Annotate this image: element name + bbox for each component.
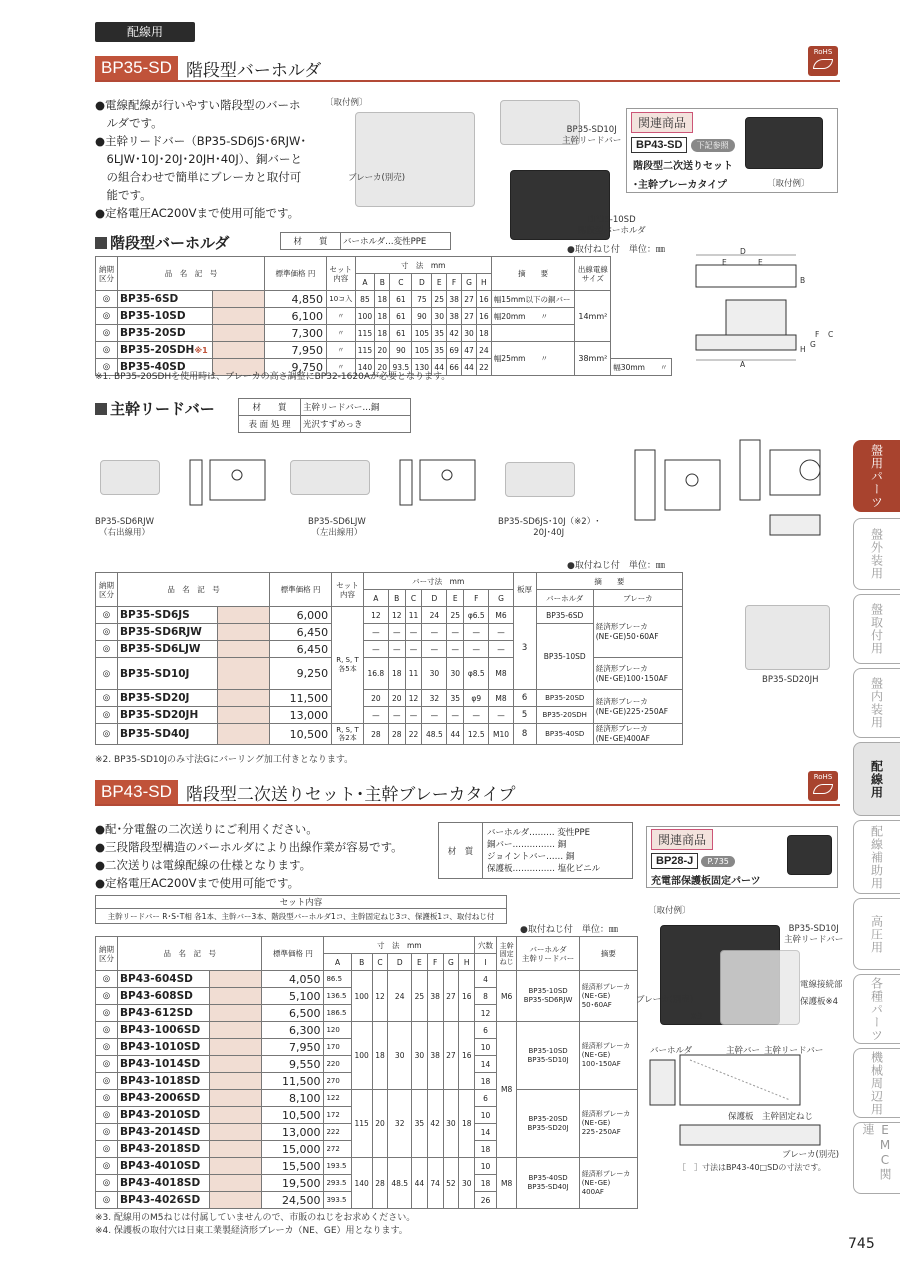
product-code: BP43-604SD — [118, 971, 210, 988]
price: 15,000 — [262, 1141, 324, 1158]
table-row: ◎ BP35-SD6JS 6,000 R, S, T 各5本 12 12 11 24 25 φ6.5 M6 3 BP35-6SD 経済形ブレーカ (NE･GE)50･60AF — [96, 607, 683, 624]
product-code: BP35-10SD — [118, 308, 213, 325]
product-code: BP35-SD6JS — [118, 607, 218, 624]
price: 6,450 — [270, 641, 332, 658]
10sd-caption: BP35-10SD 階段型バーホルダ — [578, 215, 646, 236]
related-code: BP43-SD — [631, 137, 687, 153]
side-tab-6[interactable]: 配線補助用 — [853, 820, 900, 894]
price: 7,950 — [264, 342, 326, 359]
price: 10,500 — [262, 1107, 324, 1124]
side-tab-5[interactable]: 配線用 — [853, 742, 900, 816]
sd6ljw-drawing — [395, 445, 490, 520]
product-code: BP43-1014SD — [118, 1056, 210, 1073]
related-pill: 下記参照 — [691, 139, 735, 152]
subheading-bar-holder: 階段型バーホルダ — [95, 232, 229, 253]
table-row: ◎ BP43-4010SD 15,500 193.5 140 28 48.5 44 74 52 30 10 M8 BP35-40SD BP35-SD40J 経済形ブレーカ (NE･GE) 400AF — [96, 1158, 638, 1175]
material-table-2: 材 質 主幹リードバー…銅 表 面 処 理 光沢すずめっき — [238, 398, 411, 433]
product-code: BP43-612SD — [118, 1005, 210, 1022]
rohs-badge-2: RoHS — [808, 771, 838, 801]
feature-list-1: ●電線配線が行いやすい階段型のバーホ ルダです。 ●主幹リードバー（BP35-SD6JS･6RJW･ 6LJW･10J･20J･20JH･40J）、銅バーと の組合わせで簡単にブレーカと取付可 能です。 ●定格電圧AC200Vまで使用可能です。 — [95, 98, 307, 220]
product-code: BP35-SD20JH — [118, 707, 218, 724]
table-row: ◎ BP35-6SD 4,850 10コ入 85 18 61 75 25 38 27 16 幅15mm以下の銅バー 14mm² — [96, 291, 672, 308]
section-name: 階段型バーホルダ — [185, 60, 322, 81]
price: 7,300 — [264, 325, 326, 342]
bp43-table: 納期 区分 品 名 記 号 標準価格 円 寸 法 mm 穴数 主幹 固定 ねじ バーホルダ 主幹リードバー 摘要 A B C D E F G H I ◎ BP43-604SD 4,050 86.5 100 12 24 25 38 27 16 4 M6 BP35-10SD BP35-SD6RJW 経済形ブレーカ (NE･GE) 50･60AF ◎ BP43-608SD 5,100 136.5 8 ◎ BP43-612SD 6,500 186.5 12 ◎ BP43-1006SD 6,300 120 100 18 30 30 38 27 16 6 M8 BP35-10SD BP35-SD10J 経済形ブレーカ (NE･GE) 100･150AF ◎ BP43-1010SD 7,950 170 10 ◎ BP43-1014SD 9,550 220 14 ◎ BP43-1018SD 11,500 270 18 ◎ BP43-2006SD 8,100 122 115 20 32 35 42 30 18 6 BP35-20SD BP35-SD20J 経済形ブレーカ (NE･GE) 225･250AF ◎ BP43-2010SD 10,500 172 10 ◎ BP43-2014SD 13,000 222 14 ◎ BP43-2018SD 15,000 272 18 ◎ BP43-4010SD 15,500 193.5 140 28 48.5 44 74 52 30 10 M8 BP35-40SD BP35-SD40J 経済形ブレーカ (NE･GE) 400AF ◎ BP43-4018SD 19,500 293.5 18 ◎ BP43-4026SD 24,500 393.5 26 — [95, 936, 638, 1209]
price: 6,500 — [262, 1005, 324, 1022]
price: 6,000 — [270, 607, 332, 624]
caption-sd20jh: BP35-SD20JH — [762, 675, 819, 685]
side-tab-7[interactable]: 高圧用 — [853, 898, 900, 970]
side-tab-3[interactable]: 盤取付用 — [853, 594, 900, 664]
section-name-2: 階段型二次送りセット･主幹ブレーカタイプ — [185, 784, 516, 805]
bar-holder-table: 納期 区分 品 名 記 号 標準価格 円 セット 内容 寸 法 mm 摘 要 出線電線 サイズ A B C D E F G H ◎ BP35-6SD 4,850 10コ入 85 18 61 75 25 38 27 16 幅15mm以下の銅バー 14mm² ◎ BP35-10SD 6,100 〃 100 18 61 90 30 38 27 16 幅20mm 〃 ◎ BP35-20SD 7,300 〃 115 18 61 105 35 42 30 18 ◎ BP35-20SDH※1 7,950 〃 115 20 90 105 35 69 47 24 幅25mm 〃 38mm² ◎ BP35-40SD 9,750 〃 140 20 93.5 130 44 66 44 22 幅30mm 〃 — [95, 256, 672, 376]
section-title-bp35sd — [95, 56, 840, 82]
sd6rjw-drawing — [185, 445, 280, 520]
feature-list-2: ●配･分電盤の二次送りにご利用ください。 ●三段階段型構造のバーホルダにより出線作業が容易です。 ●二次送りは電線配線の仕様となります。 ●定格電圧AC200Vまで使用可能です。 — [95, 822, 403, 890]
price: 24,500 — [262, 1192, 324, 1209]
bar-set-illustration — [720, 950, 800, 1025]
table-row: ◎ BP35-SD20J 11,500 20 20 12 32 35 φ9 M8 6 BP35-20SD 経済形ブレーカ (NE･GE)225･250AF — [96, 690, 683, 707]
table-row: ◎ BP43-2014SD 13,000 222 14 — [96, 1124, 638, 1141]
table-row: ◎ BP43-2006SD 8,100 122 115 20 32 35 42 30 18 6 BP35-20SD BP35-SD20J 経済形ブレーカ (NE･GE) 225･250AF — [96, 1090, 638, 1107]
side-tab-8[interactable]: 各種パーツ — [853, 974, 900, 1044]
price: 6,300 — [262, 1022, 324, 1039]
page-number: 745 — [848, 1236, 875, 1252]
example-label-2: 〔取付例〕 — [648, 906, 691, 916]
set-content-box: セット内容 主幹リードバー R･S･T相 各1本、主幹バー3本、階段型バーホルダ1コ、主幹固定ねじ3コ、保護板1コ、取付ねじ付 — [95, 895, 507, 924]
sd6js-illustration — [505, 462, 575, 497]
table-row: ◎ BP43-2018SD 15,000 272 18 — [96, 1141, 638, 1158]
sd6js-drawing — [625, 435, 845, 550]
product-code: BP35-20SDH※1 — [118, 342, 213, 359]
subheading-lead-bar: 主幹リードバー — [95, 398, 215, 419]
product-code: BP35-20SD — [118, 325, 213, 342]
sd20jh-illustration — [745, 605, 830, 670]
product-code: BP43-2010SD — [118, 1107, 210, 1124]
bp43-dimension-drawing — [640, 1040, 840, 1160]
table-row: ◎ BP35-SD40J 10,500 R, S, T 各2本 28 28 22 48.5 44 12.5 M10 8 BP35-40SD 経済形ブレーカ (NE･GE)400AF — [96, 724, 683, 745]
side-tab-4[interactable]: 盤内装用 — [853, 668, 900, 738]
table-row: ◎ BP35-SD6LJW 6,450 — — — — — — — — [96, 641, 683, 658]
price: 6,100 — [264, 308, 326, 325]
price: 4,050 — [262, 971, 324, 988]
side-tab-10[interactable]: EMC関連 — [853, 1122, 900, 1194]
caption-sd6js: BP35-SD6JS･10J（※2）･ 20J･40J — [498, 517, 600, 538]
product-code: BP35-6SD — [118, 291, 213, 308]
breaker-caption: ブレーカ(別売) — [348, 173, 406, 183]
product-code: BP43-2006SD — [118, 1090, 210, 1107]
price: 13,000 — [270, 707, 332, 724]
example-label: 〔取付例〕 — [325, 98, 368, 108]
lead-bar-table: 納期 区分 品 名 記 号 標準価格 円 セット 内容 バー寸法 mm 板厚 摘 要 A B C D E F G バーホルダ ブレーカ ◎ BP35-SD6JS 6,000 R, S, T 各5本 12 12 11 24 25 φ6.5 M6 3 BP35-6SD 経済形ブレーカ (NE･GE)50･60AF ◎ BP35-SD6RJW 6,450 — — — — — — — BP35-10SD ◎ BP35-SD6LJW 6,450 — — — — — — — ◎ BP35-SD10J 9,250 16.8 18 11 30 30 φ8.5 M8 経済形ブレーカ (NE･GE)100･150AF ◎ BP35-SD20J 11,500 20 20 12 32 35 φ9 M8 6 BP35-20SD 経済形ブレーカ (NE･GE)225･250AF ◎ BP35-SD20JH 13,000 — — — — — — — 5 BP35-20SDH ◎ BP35-SD40J 10,500 R, S, T 各2本 28 28 22 48.5 44 12.5 M10 8 BP35-40SD 経済形ブレーカ (NE･GE)400AF — [95, 572, 683, 745]
price: 11,500 — [262, 1073, 324, 1090]
table-row: ◎ BP43-4026SD 24,500 393.5 26 — [96, 1192, 638, 1209]
table-row: ◎ BP43-1014SD 9,550 220 14 — [96, 1056, 638, 1073]
price: 13,000 — [262, 1124, 324, 1141]
related-header: 関連商品 — [631, 112, 693, 133]
product-code: BP35-SD10J — [118, 658, 218, 690]
sd6ljw-illustration — [290, 460, 370, 495]
side-tab-1[interactable]: 盤用パーツ — [853, 440, 900, 512]
footnote-1: ※1. BP35-20SDHを使用時は、ブレーカの高さ調整にBP32-1620Aが必要となります。 — [95, 372, 451, 382]
drawing-note: ［ ］寸法はBP43-40□SDの寸法です。 — [678, 1163, 826, 1172]
sd10j-caption: BP35-SD10J 主幹リードバー — [562, 125, 622, 146]
product-code: BP43-4026SD — [118, 1192, 210, 1209]
leaf-icon — [813, 59, 833, 69]
unit-note-2: ●取付ねじ付 単位：㎜ — [567, 561, 665, 571]
product-code: BP43-4018SD — [118, 1175, 210, 1192]
table-row: ◎ BP43-4018SD 19,500 293.5 18 — [96, 1175, 638, 1192]
table-row: ◎ BP43-1018SD 11,500 270 18 — [96, 1073, 638, 1090]
rohs-badge: RoHS — [808, 46, 838, 76]
product-code: BP35-SD6LJW — [118, 641, 218, 658]
related-code-2: BP28-J — [651, 853, 698, 869]
footnote-2: ※2. BP35-SD10Jのみ寸法Gにバーリング加工付きとなります。 — [95, 755, 354, 765]
price: 8,100 — [262, 1090, 324, 1107]
table-row: ◎ BP35-40SD 9,750 〃 140 20 93.5 130 44 66 44 22 幅30mm 〃 — [96, 359, 672, 376]
unit-note-3: ●取付ねじ付 単位：㎜ — [520, 925, 618, 935]
product-code: BP35-40SD — [118, 359, 213, 376]
product-code: BP35-SD40J — [118, 724, 218, 745]
price: 9,750 — [264, 359, 326, 376]
price: 11,500 — [270, 690, 332, 707]
caption-sd6rjw: BP35-SD6RJW （右出線用） — [95, 517, 155, 538]
price: 9,550 — [262, 1056, 324, 1073]
footnote-3: ※3. 配線用のM5ねじは付属していませんので、市販のねじをお求めください。 — [95, 1213, 416, 1223]
price: 4,850 — [264, 291, 326, 308]
breaker-illustration — [355, 112, 475, 207]
product-code: BP43-2014SD — [118, 1124, 210, 1141]
table-row: ◎ BP35-SD6RJW 6,450 — — — — — — — BP35-10SD — [96, 624, 683, 641]
table-row: ◎ BP43-2010SD 10,500 172 10 — [96, 1107, 638, 1124]
table-row: ◎ BP43-612SD 6,500 186.5 12 — [96, 1005, 638, 1022]
table-row: ◎ BP35-SD10J 9,250 16.8 18 11 30 30 φ8.5 M8 経済形ブレーカ (NE･GE)100･150AF — [96, 658, 683, 690]
section-title-bp43sd — [95, 780, 840, 806]
price: 7,950 — [262, 1039, 324, 1056]
sd6rjw-illustration — [100, 460, 160, 495]
side-tab-2[interactable]: 盤外装用 — [853, 518, 900, 590]
table-row: ◎ BP43-1006SD 6,300 120 100 18 30 30 38 27 16 6 M8 BP35-10SD BP35-SD10J 経済形ブレーカ (NE･GE) 100･150AF — [96, 1022, 638, 1039]
leaf-icon — [813, 784, 833, 794]
product-code: BP43-608SD — [118, 988, 210, 1005]
table-row: ◎ BP43-1010SD 7,950 170 10 — [96, 1039, 638, 1056]
product-code: BP43-1006SD — [118, 1022, 210, 1039]
product-code: BP35-SD20J — [118, 690, 218, 707]
price: 5,100 — [262, 988, 324, 1005]
table-row: ◎ BP35-SD20JH 13,000 — — — — — — — 5 BP35-20SDH — [96, 707, 683, 724]
related-product-box-2: 関連商品 BP28-J P.735 充電部保護板固定パーツ — [646, 826, 838, 888]
table-row: ◎ BP35-20SDH※1 7,950 〃 115 20 90 105 35 69 47 24 幅25mm 〃 38mm² — [96, 342, 672, 359]
product-code: BP35-SD6RJW — [118, 624, 218, 641]
price: 19,500 — [262, 1175, 324, 1192]
table-row: ◎ BP35-10SD 6,100 〃 100 18 61 90 30 38 27 16 幅20mm 〃 — [96, 308, 672, 325]
product-code: BP43-1018SD — [118, 1073, 210, 1090]
section-code-2: BP43-SD — [95, 780, 178, 804]
price: 10,500 — [270, 724, 332, 745]
related-illustration — [745, 117, 823, 169]
product-code: BP43-1010SD — [118, 1039, 210, 1056]
material-table-1: 材 質 バーホルダ…変性PPE — [280, 232, 451, 250]
price: 9,250 — [270, 658, 332, 690]
table-row: ◎ BP43-608SD 5,100 136.5 8 — [96, 988, 638, 1005]
table-row: ◎ BP35-20SD 7,300 〃 115 18 61 105 35 42 30 18 — [96, 325, 672, 342]
category-tag: 配線用 — [95, 22, 195, 42]
unit-note-1: ●取付ねじ付 単位：㎜ — [567, 245, 665, 255]
caption-sd6ljw: BP35-SD6LJW （左出線用） — [308, 517, 366, 538]
related-illustration-2 — [787, 835, 832, 875]
material-table-3: 材 質 バーホルダ……… 変性PPE 銅バー…………… 銅 ジョイントバー…… 銅 保護板…………… 塩化ビニル — [438, 822, 633, 879]
table-row: ◎ BP43-604SD 4,050 86.5 100 12 24 25 38 27 16 4 M6 BP35-10SD BP35-SD6RJW 経済形ブレーカ (NE･GE) 50･60AF — [96, 971, 638, 988]
side-tab-9[interactable]: 機械周辺用 — [853, 1048, 900, 1118]
product-code: BP43-2018SD — [118, 1141, 210, 1158]
product-code: BP43-4010SD — [118, 1158, 210, 1175]
price: 6,450 — [270, 624, 332, 641]
related-product-box-1: 関連商品 BP43-SD 下記参照 階段型二次送りセット ･主幹ブレーカタイプ 〔取付例〕 — [626, 108, 838, 193]
price: 15,500 — [262, 1158, 324, 1175]
section-code: BP35-SD — [95, 56, 178, 80]
footnote-4: ※4. 保護板の取付穴は日東工業製経済形ブレーカ（NE、GE）用となります。 — [95, 1226, 408, 1236]
